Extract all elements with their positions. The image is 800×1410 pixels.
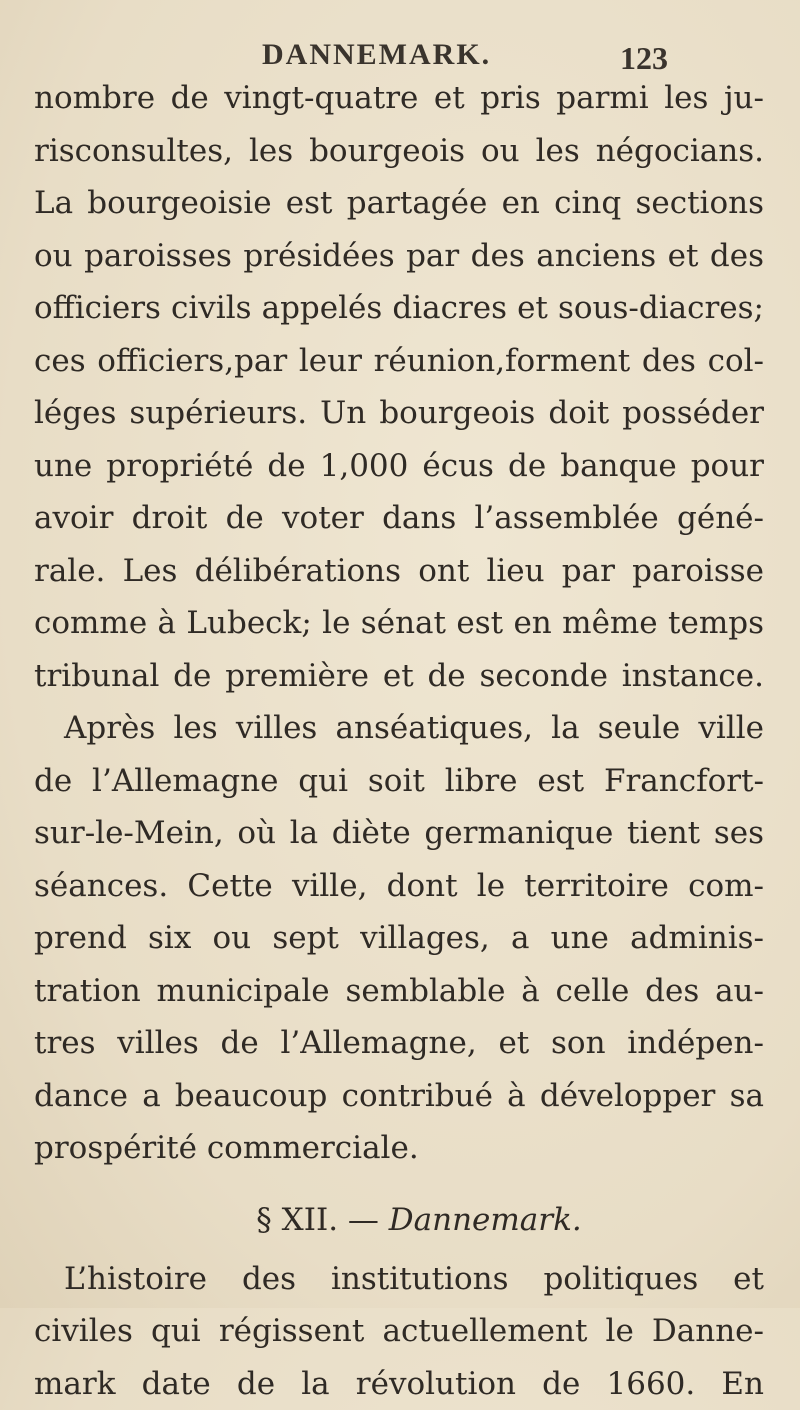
text-line: tribunal de première et de seconde instance.	[34, 650, 764, 703]
text-line: ces officiers,par leur réunion,forment des col-	[34, 335, 764, 388]
paragraph-3	[34, 1253, 764, 1410]
text-line: officiers civils appelés diacres et sous-diacres;	[34, 282, 764, 335]
text-line: risconsultes, les bourgeois ou les négocians.	[34, 125, 764, 178]
text-line: tration municipale semblable à celle des au-	[34, 965, 764, 1018]
paragraph-1	[34, 72, 764, 702]
text-line: Après les villes anséatiques, la seule ville	[34, 702, 764, 755]
text-line: tres villes de l’Allemagne, et son indépen-	[34, 1017, 764, 1070]
text-line: dance a beaucoup contribué à développer sa	[34, 1070, 764, 1123]
text-line: séances. Cette ville, dont le territoire com-	[34, 860, 764, 913]
section-number: § XII. —	[256, 1202, 379, 1238]
text-line: mark date de la révolution de 1660. En	[34, 1358, 764, 1410]
text-line: rale. Les délibérations ont lieu par paroisse	[34, 545, 764, 598]
text-line: La bourgeoisie est partagée en cinq sections	[34, 177, 764, 230]
text-line: L’histoire des institutions politiques et	[34, 1253, 764, 1306]
text-line: prend six ou sept villages, a une adminis-	[34, 912, 764, 965]
text-line: nombre de vingt-quatre et pris parmi les ju-	[34, 72, 764, 125]
text-line: comme à Lubeck; le sénat est en même temps	[34, 597, 764, 650]
text-line: civiles qui régissent actuellement le Danne-	[34, 1305, 764, 1358]
section-title: Dannemark.	[389, 1202, 582, 1238]
text-line: ou paroisses présidées par des anciens et des	[34, 230, 764, 283]
text-line: sur-le-Mein, où la diète germanique tient ses	[34, 807, 764, 860]
running-head: DANNEMARK.	[262, 38, 491, 72]
text-line: prospérité commerciale.	[34, 1122, 764, 1175]
text-line: avoir droit de voter dans l’assemblée géné-	[34, 492, 764, 545]
text-line: de l’Allemagne qui soit libre est Francfort-	[34, 755, 764, 808]
text-line: léges supérieurs. Un bourgeois doit posséder	[34, 387, 764, 440]
text-line: une propriété de 1,000 écus de banque pour	[34, 440, 764, 493]
paragraph-2	[34, 702, 764, 1175]
body-text	[34, 72, 764, 1410]
page-header	[0, 28, 800, 78]
page-number: 123	[620, 40, 668, 77]
section-heading	[34, 1175, 764, 1253]
